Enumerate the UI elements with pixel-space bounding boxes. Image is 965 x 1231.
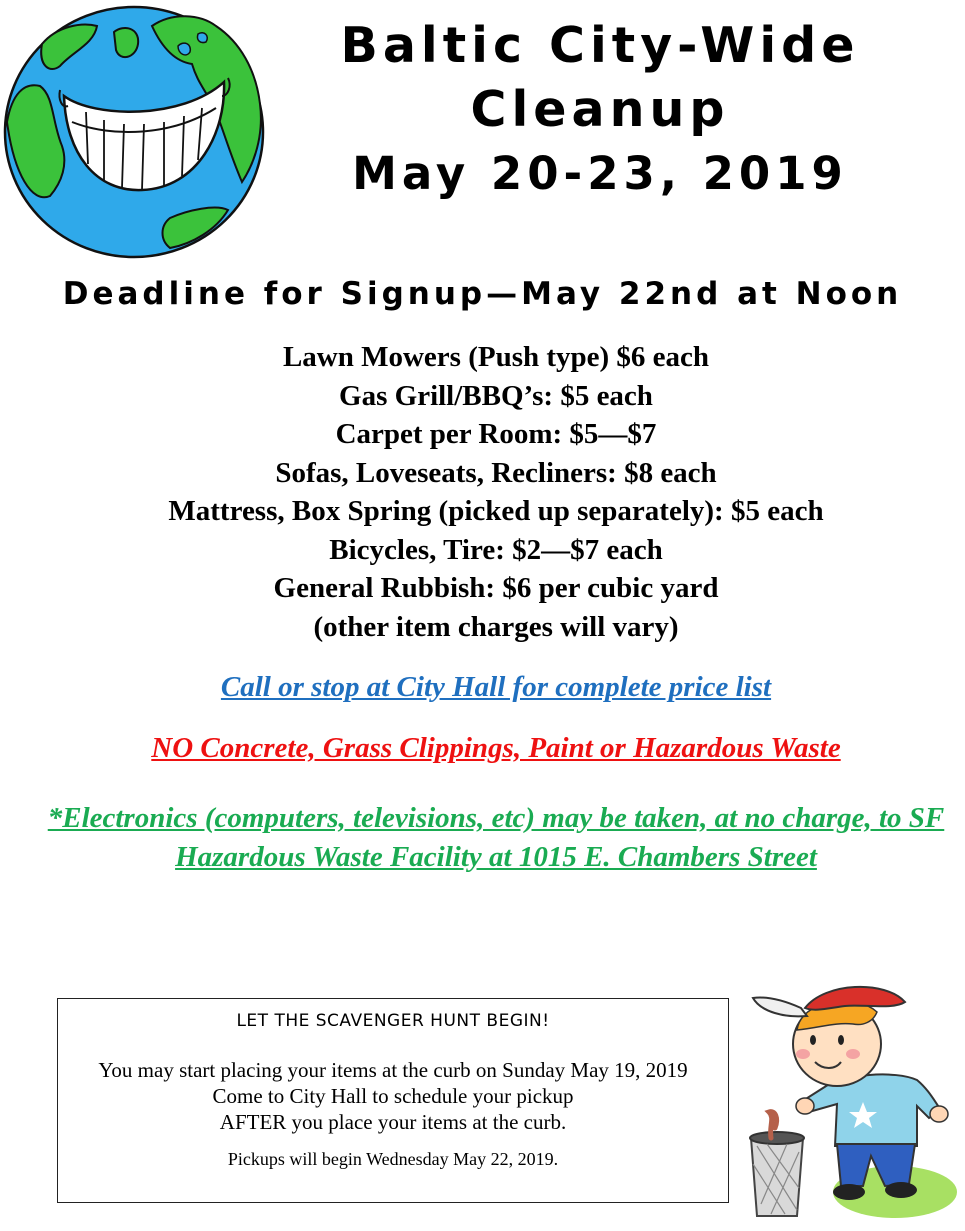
price-item: (other item charges will vary) xyxy=(313,610,679,643)
title-line-2: Cleanup xyxy=(470,81,730,138)
after-placement-text: AFTER you place your items at the curb. xyxy=(219,1110,567,1134)
price-item: Sofas, Loveseats, Recliners: $8 each xyxy=(275,456,717,489)
flyer-title xyxy=(300,14,900,204)
prohibited-items-notice: NO Concrete, Grass Clippings, Paint or Hazardous Waste xyxy=(151,732,841,764)
scavenger-hunt-box xyxy=(57,998,729,1203)
title-line-1: Baltic City-Wide xyxy=(340,17,860,74)
price-item: Mattress, Box Spring (picked up separately): $5 each xyxy=(168,495,824,527)
event-dates: May 20-23, 2019 xyxy=(352,147,848,200)
price-list xyxy=(0,338,965,646)
electronics-notice: *Electronics (computers, televisions, etc) may be taken, at no charge, to SF Hazardous Waste Facility at 1015 E. Chambers Street xyxy=(47,802,945,873)
price-item: General Rubbish: $6 per cubic yard xyxy=(273,572,719,604)
price-item: Lawn Mowers (Push type) $6 each xyxy=(282,341,710,373)
schedule-pickup-text: Come to City Hall to schedule your pickup xyxy=(212,1084,574,1108)
boy-with-trash-can-icon xyxy=(745,978,960,1226)
price-item: Bicycles, Tire: $2—$7 each xyxy=(329,533,663,566)
price-item: Carpet per Room: $5—$7 xyxy=(335,418,657,450)
price-list-notice: Call or stop at City Hall for complete price list xyxy=(220,671,772,703)
signup-deadline: Deadline for Signup—May 22nd at Noon xyxy=(62,276,903,312)
price-item: Gas Grill/BBQ’s: $5 each xyxy=(339,379,653,412)
curb-placement-text: You may start placing your items at the curb on Sunday May 19, 2019 xyxy=(98,1058,688,1082)
smiling-earth-icon xyxy=(2,4,266,260)
scavenger-hunt-title: LET THE SCAVENGER HUNT BEGIN! xyxy=(236,1011,550,1031)
pickup-start-text: Pickups will begin Wednesday May 22, 2019. xyxy=(227,1149,559,1169)
